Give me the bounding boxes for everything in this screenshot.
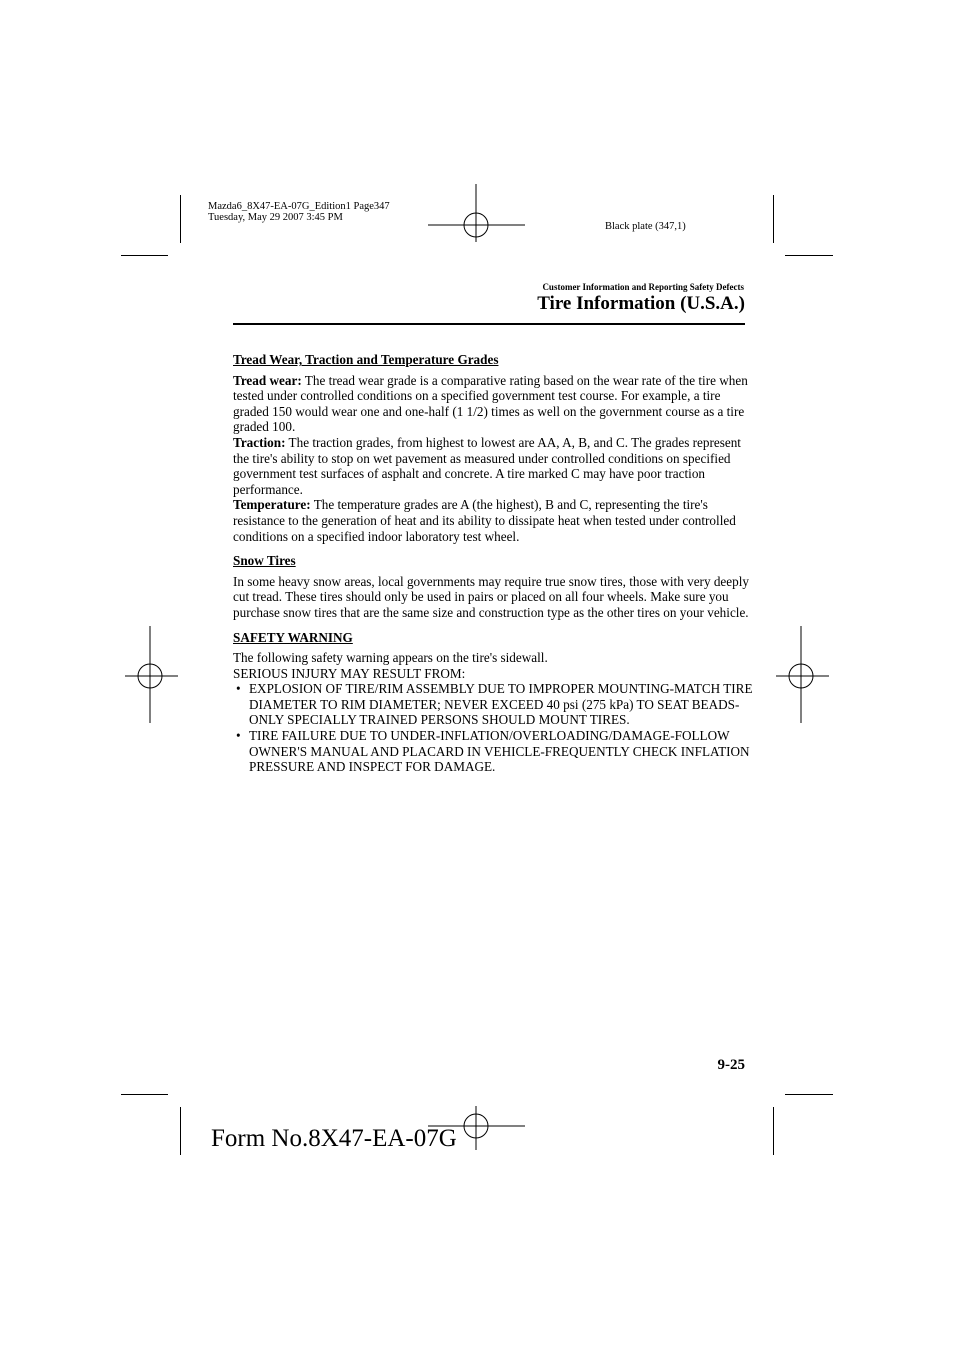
page-body	[233, 352, 753, 775]
registration-mark-right	[776, 626, 830, 724]
page-number: 9-25	[717, 1057, 745, 1073]
warning-list	[233, 681, 753, 775]
registration-mark-top	[428, 180, 526, 244]
heading-snow-tires: Snow Tires	[233, 553, 296, 569]
bullet-icon: •	[236, 728, 241, 744]
print-meta-date: Tuesday, May 29 2007 3:45 PM	[208, 212, 343, 223]
crop-mark-bottom-right-horizontal	[785, 1094, 833, 1095]
crop-mark-top-right-horizontal	[785, 255, 833, 256]
form-number: Form No.8X47-EA-07G	[211, 1125, 457, 1152]
crop-mark-bottom-right-vertical	[773, 1107, 774, 1155]
print-meta	[208, 201, 390, 223]
list-item-text: TIRE FAILURE DUE TO UNDER-INFLATION/OVERLOADING/DAMAGE-FOLLOW OWNER'S MANUAL AND PLACARD IN VEHICLE-FREQUENTLY CHECK INFLATION PRESSURE AND INSPECT FOR DAMAGE.	[249, 728, 750, 775]
header-rule	[233, 323, 745, 325]
crop-mark-bottom-left-horizontal	[121, 1094, 168, 1095]
registration-mark-left	[125, 626, 179, 724]
paragraph-traction	[233, 435, 753, 497]
crop-mark-top-right-vertical	[773, 195, 774, 243]
bullet-icon: •	[236, 681, 241, 697]
list-item-text: EXPLOSION OF TIRE/RIM ASSEMBLY DUE TO IMPROPER MOUNTING-MATCH TIRE DIAMETER TO RIM DIAMETER; NEVER EXCEED 40 psi (275 kPa) TO SEAT BEADS-ONLY SPECIALLY TRAINED PERSONS SHOULD MOUNT TIRES.	[249, 681, 753, 728]
text-traction: The traction grades, from highest to lowest are AA, A, B, and C. The grades represent the tire's ability to stop on wet pavement as measured under controlled conditions on specified government test surfaces of asphalt and concrete. A tire marked C may have poor traction performance.	[233, 434, 741, 497]
section-name: Customer Information and Reporting Safety Defects	[542, 282, 744, 292]
print-meta-file: Mazda6_8X47-EA-07G_Edition1 Page347	[208, 201, 390, 212]
heading-grades: Tread Wear, Traction and Temperature Grades	[233, 352, 499, 367]
crop-mark-top-left-horizontal	[121, 255, 168, 256]
label-temperature: Temperature:	[233, 497, 311, 513]
list-item	[233, 681, 753, 728]
crop-mark-top-left-vertical	[180, 195, 181, 243]
label-treadwear: Tread wear:	[233, 372, 302, 388]
list-item	[233, 728, 753, 775]
warning-lead: SERIOUS INJURY MAY RESULT FROM:	[233, 665, 466, 681]
label-traction: Traction:	[233, 434, 286, 450]
paragraph-snow-tires: In some heavy snow areas, local governments may require true snow tires, those with very deeply cut tread. These tires should only be used in pairs or placed on all four wheels. Make sure you purchase snow tires that are the same size and construction type as the other tires on your vehicle.	[233, 573, 749, 620]
paragraph-temperature	[233, 497, 753, 544]
warning-intro: The following safety warning appears on the tire's sidewall.	[233, 650, 548, 666]
heading-safety-warning: SAFETY WARNING	[233, 629, 353, 645]
paragraph-treadwear	[233, 373, 753, 435]
crop-mark-bottom-left-vertical	[180, 1107, 181, 1155]
page-title: Tire Information (U.S.A.)	[537, 293, 745, 314]
text-treadwear: The tread wear grade is a comparative rating based on the wear rate of the tire when tested under controlled conditions on a specified government test course. For example, a tire graded 150 would wear one and one-half (1 1/2) times as well on the government course as a tire graded 100.	[233, 372, 748, 435]
text-temperature: The temperature grades are A (the highest), B and C, representing the tire's resistance to the generation of heat and its ability to dissipate heat when tested under controlled conditions on a specified indoor laboratory test wheel.	[233, 497, 736, 544]
plate-label: Black plate (347,1)	[605, 221, 686, 232]
